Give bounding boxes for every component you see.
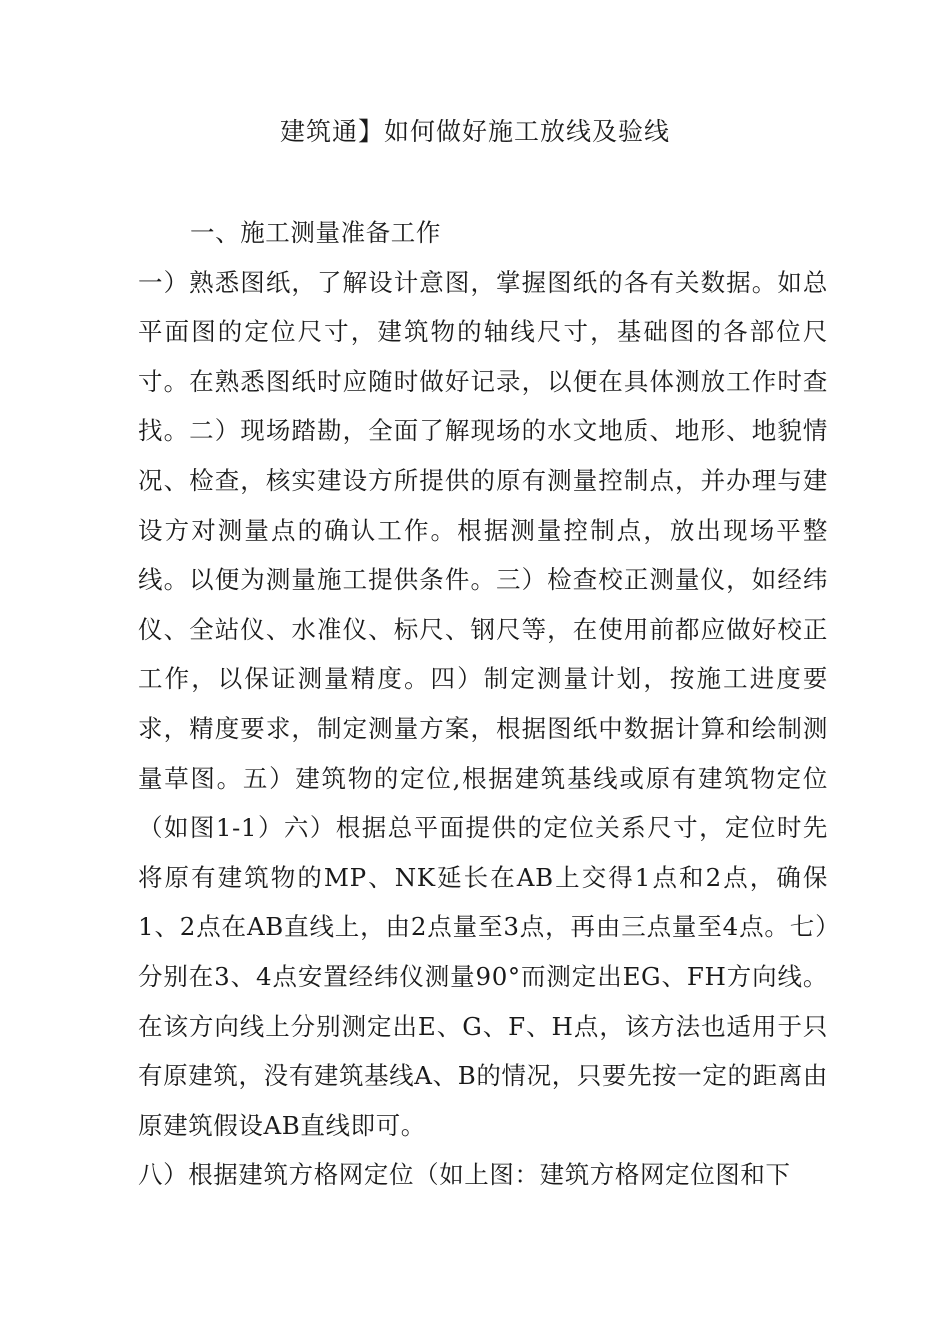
paragraph: 一）熟悉图纸，了解设计意图，掌握图纸的各有关数据。如总平面图的定位尺寸，建筑物的轴线尺寸，基础图的各部位尺寸。在熟悉图纸时应随时做好记录，以便在具体测放工作时查找。二）现场踏勘，全面了解现场的水文地质、地形、地貌情况、检查，核实建设方所提供的原有测量控制点，并办理与建设方对测量点的确认工作。根据测量控制点，放出现场平整线。以便为测量施工提供条件。三）检查校正测量仪，如经纬仪、全站仪、水准仪、标尺、钢尺等，在使用前都应做好校正工作，以保证测量精度。四）制定测量计划，按施工进度要求，精度要求，制定测量方案，根据图纸中数据计算和绘制测量草图。五）建筑物的定位,根据建筑基线或原有建筑物定位（如图1-1）六）根据总平面提供的定位关系尺寸，定位时先将原有建筑物的MP、NK延长在AB上交得1点和2点，确保1、2点在AB直线上，由2点量至3点，再由三点量至4点。七）分别在3、4点安置经纬仪测量90°而测定出EG、FH方向线。在该方向线上分别测定出E、G、F、H点，该方法也适用于只有原建筑，没有建筑基线A、B的情况，只要先按一定的距离由原建筑假设AB直线即可。 [138,267,828,1140]
document-title: 建筑通】如何做好施工放线及验线 [279,117,670,146]
document-body [138,208,828,1200]
section-heading: 一、施工测量准备工作 [190,218,441,247]
paragraph: 八）根据建筑方格网定位（如上图：建筑方格网定位图和下 [138,1160,791,1190]
